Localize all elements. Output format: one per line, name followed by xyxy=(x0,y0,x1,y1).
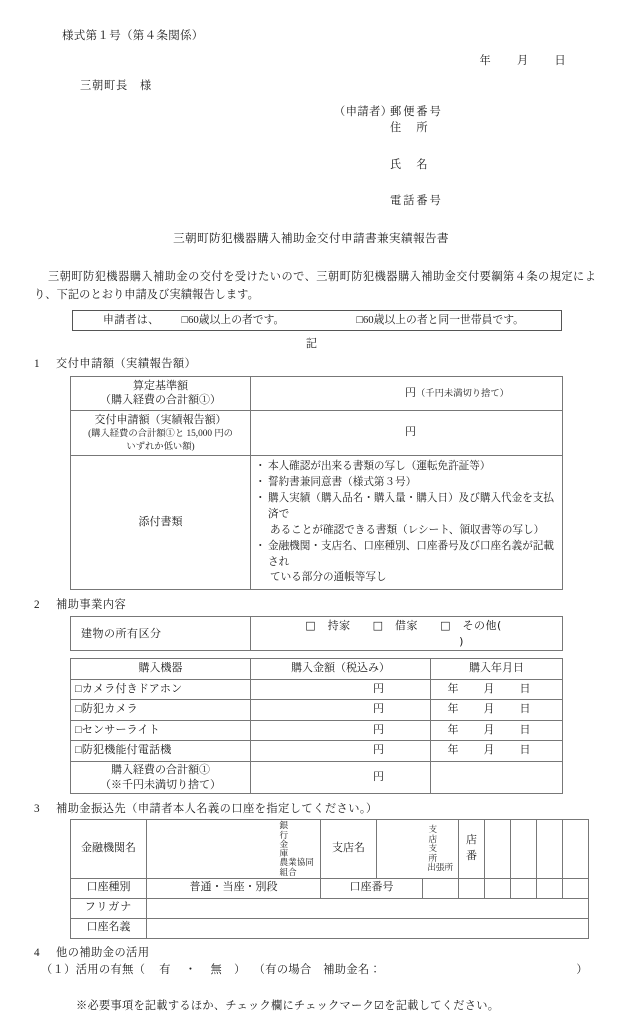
standard-amount-label-line2: （購入経費の合計額①） xyxy=(100,394,221,407)
institution-kind-cell[interactable] xyxy=(277,820,321,879)
account-number-digit-5[interactable] xyxy=(537,878,563,898)
account-number-digit-4[interactable] xyxy=(511,878,537,898)
account-type-label: 口座種別 xyxy=(71,878,147,898)
day-label: 日 xyxy=(519,703,531,716)
list-item xyxy=(257,539,558,587)
subsidy-usage-close-paren: ） xyxy=(234,964,246,977)
applicant-status-option-1[interactable]: □60歳以上の者です。 xyxy=(181,313,285,326)
table-row xyxy=(71,456,563,590)
day-label: 日 xyxy=(519,744,531,757)
applicant-status-option-2[interactable]: □60歳以上の者と同一世帯員です。 xyxy=(356,313,524,326)
section-4-heading xyxy=(34,945,596,961)
date-month-label: 月 xyxy=(517,54,529,67)
device-total-label xyxy=(71,761,251,793)
attachments-cell xyxy=(251,456,563,590)
attachments-label: 添付書類 xyxy=(71,456,251,590)
device-header-date: 購入年月日 xyxy=(431,659,563,680)
form-note: ※必要事項を記載するほか、チェック欄にチェックマーク☑を記載してください。 xyxy=(76,1000,500,1013)
account-name-input[interactable] xyxy=(147,918,589,938)
table-row xyxy=(71,700,563,721)
attachment-text: 金融機関・支店名、口座種別、口座番号及び口座名義が記載され xyxy=(268,540,555,568)
year-label: 年 xyxy=(447,703,459,716)
section-2-number: 2 xyxy=(34,599,41,612)
applicant-name-line xyxy=(334,157,596,173)
section-1-number: 1 xyxy=(34,358,41,371)
device-date-cell[interactable] xyxy=(431,700,563,721)
section-4-number: 4 xyxy=(34,946,41,959)
attachment-text: 購入実績（購入品名・購入量・購入日）及び購入代金を支払済で xyxy=(268,493,555,520)
table-row xyxy=(71,411,563,456)
institution-name-input[interactable] xyxy=(147,820,277,879)
device-total-amount-unit[interactable]: 円 xyxy=(251,761,431,793)
device-name-doorphone[interactable]: □カメラ付きドアホン xyxy=(71,679,251,700)
standard-amount-note: （千円未満切り捨て） xyxy=(416,388,509,399)
applicant-status-bar xyxy=(72,310,562,331)
attachment-text: 本人確認が出来る書類の写し（運転免許証等） xyxy=(268,461,491,473)
list-item xyxy=(257,491,558,539)
amount-table xyxy=(70,376,563,591)
postal-code-label: 郵便番号 xyxy=(390,106,443,119)
name-label: 氏 名 xyxy=(390,158,430,171)
table-row xyxy=(71,898,589,918)
month-label: 月 xyxy=(483,723,495,736)
section-2-title: 補助事業内容 xyxy=(56,599,127,612)
applicant-address-line xyxy=(334,120,596,136)
intro-line-2: り、下記のとおり申請及び実績報告します。 xyxy=(34,289,259,302)
device-date-cell[interactable] xyxy=(431,741,563,762)
section-3-title: 補助金振込先（申請者本人名義の口座を指定してください。） xyxy=(56,803,378,816)
account-number-digit-1[interactable] xyxy=(423,878,459,898)
device-name-securityphone[interactable]: □防犯機能付電話機 xyxy=(71,741,251,762)
device-header-device: 購入機器 xyxy=(71,659,251,680)
branch-kind-cell[interactable] xyxy=(423,820,459,879)
device-amount-unit[interactable]: 円 xyxy=(251,720,431,741)
day-label: 日 xyxy=(519,682,531,695)
year-label: 年 xyxy=(447,744,459,757)
institution-name-label: 金融機関名 xyxy=(71,820,147,879)
ownership-option-other[interactable]: □ その他( xyxy=(440,618,502,632)
applicant-postal-line xyxy=(334,104,596,120)
device-total-label-line1: 購入経費の合計額① xyxy=(111,763,210,776)
section-1-heading xyxy=(34,356,596,372)
ownership-options-cell xyxy=(251,616,563,651)
table-row xyxy=(71,616,563,651)
date-day-label: 日 xyxy=(554,54,566,67)
branch-name-input[interactable] xyxy=(377,820,423,879)
subsidy-name-label: （有の場合 補助金名： xyxy=(253,964,382,977)
branch-number-digit-4[interactable] xyxy=(563,820,589,879)
section-3-number: 3 xyxy=(34,803,41,816)
phone-label: 電話番号 xyxy=(390,194,443,207)
standard-amount-yen-unit: 円 xyxy=(405,386,416,399)
ki-marker: 記 xyxy=(305,338,319,351)
furigana-label: フリガナ xyxy=(71,898,147,918)
account-number-label: 口座番号 xyxy=(321,878,423,898)
institution-kind-bank: 銀 行 xyxy=(279,820,311,840)
institution-kind-shinkin: 金 庫 xyxy=(279,838,311,859)
device-name-sensorlight[interactable]: □センサーライト xyxy=(71,720,251,741)
account-number-digit-6[interactable] xyxy=(563,878,589,898)
date-year-label: 年 xyxy=(479,54,491,67)
ownership-option-owned[interactable]: □ 持家 xyxy=(305,618,351,632)
table-row xyxy=(71,679,563,700)
device-date-cell[interactable] xyxy=(431,720,563,741)
account-number-digit-2[interactable] xyxy=(459,878,485,898)
applicant-tag: （申請者） xyxy=(334,106,393,119)
section-1-title: 交付申請額（実績報告額） xyxy=(56,358,197,371)
branch-number-label: 店番 xyxy=(459,820,485,879)
ownership-option-rented[interactable]: □ 借家 xyxy=(372,618,419,632)
ownership-table xyxy=(70,616,563,652)
month-label: 月 xyxy=(483,744,495,757)
month-label: 月 xyxy=(483,682,495,695)
address-label: 住 所 xyxy=(390,122,430,135)
device-amount-unit[interactable]: 円 xyxy=(251,679,431,700)
subsidy-name-close-paren: ） xyxy=(576,964,588,977)
form-number: 様式第１号（第４条関係） xyxy=(62,30,204,42)
attachment-text: 誓約書兼同意書（様式第３号） xyxy=(268,477,417,489)
year-label: 年 xyxy=(447,682,459,695)
month-label: 月 xyxy=(483,703,495,716)
table-row xyxy=(71,878,589,898)
furigana-input[interactable] xyxy=(147,898,589,918)
subsidy-usage-yes[interactable]: 有 xyxy=(159,964,171,977)
grant-amount-yen-unit: 円 xyxy=(405,426,416,439)
ownership-other-close-paren: ) xyxy=(459,634,464,648)
device-total-blank-cell xyxy=(431,761,563,793)
applicant-phone-line xyxy=(334,193,596,209)
subsidy-usage-line xyxy=(34,962,596,978)
table-header-row xyxy=(71,659,563,680)
device-date-cell[interactable] xyxy=(431,679,563,700)
section-4-title: 他の補助金の活用 xyxy=(56,946,150,959)
ownership-label: 建物の所有区分 xyxy=(71,616,251,651)
grant-amount-label-line1: 交付申請額（実績報告額） xyxy=(94,414,227,427)
account-number-digit-3[interactable] xyxy=(485,878,511,898)
bank-account-table xyxy=(70,819,589,939)
list-item xyxy=(257,475,558,491)
device-name-securitycamera[interactable]: □防犯カメラ xyxy=(71,700,251,721)
grant-amount-value-cell[interactable] xyxy=(251,411,563,456)
standard-amount-label xyxy=(71,376,251,411)
intro-paragraph xyxy=(34,268,596,304)
branch-kind-branch: 支 店 xyxy=(428,824,452,844)
day-label: 日 xyxy=(519,723,531,736)
branch-number-digit-1[interactable] xyxy=(485,820,511,879)
addressee: 三朝町長 様 xyxy=(80,79,152,92)
branch-number-digit-3[interactable] xyxy=(537,820,563,879)
applicant-status-lead: 申請者は、 xyxy=(103,313,160,326)
year-label: 年 xyxy=(447,723,459,736)
list-item xyxy=(257,459,558,475)
branch-kind-subbranch: 出張所 xyxy=(427,862,454,873)
table-row xyxy=(71,376,563,411)
account-name-label: 口座名義 xyxy=(71,918,147,938)
page-title: 三朝町防犯機器購入補助金交付申請書兼実績報告書 xyxy=(173,232,449,246)
table-row xyxy=(71,741,563,762)
attachment-text-cont: あることが確認できる書類（レシート、領収書等の写し） xyxy=(270,524,545,536)
attachment-text-cont: ている部分の通帳等写し xyxy=(270,572,387,584)
branch-name-label: 支店名 xyxy=(321,820,377,879)
subsidy-usage-no[interactable]: 無 xyxy=(210,964,223,977)
device-amount-unit[interactable]: 円 xyxy=(251,741,431,762)
grant-amount-label-line3: いずれか低い額) xyxy=(126,441,195,452)
table-row-total xyxy=(71,761,563,793)
institution-kind-ja: 農業協同組合 xyxy=(279,857,314,877)
device-header-amount: 購入金額（税込み） xyxy=(251,659,431,680)
standard-amount-label-line1: 算定基準額 xyxy=(133,379,188,392)
subsidy-usage-label: （１）活用の有無（ xyxy=(41,964,146,977)
standard-amount-value-cell[interactable] xyxy=(251,376,563,411)
account-type-options[interactable]: 普通・当座・別段 xyxy=(147,878,321,898)
intro-line-1: 三朝町防犯機器購入補助金の交付を受けたいので、三朝町防犯機器購入補助金交付要綱第４条の規定によ xyxy=(48,270,596,283)
section-3-heading xyxy=(34,801,596,817)
table-row xyxy=(71,720,563,741)
subsidy-usage-separator: ・ xyxy=(184,964,197,977)
device-amount-unit[interactable]: 円 xyxy=(251,700,431,721)
grant-amount-label-line2: (購入経費の合計額①と 15,000 円の xyxy=(88,429,233,440)
device-total-label-line2: （※千円未満切り捨て） xyxy=(100,778,221,791)
grant-amount-label xyxy=(71,411,251,456)
applicant-info-block xyxy=(334,104,596,209)
branch-kind-office: 支 所 xyxy=(428,843,452,863)
branch-number-digit-2[interactable] xyxy=(511,820,537,879)
date-line xyxy=(34,53,596,69)
table-row xyxy=(71,918,589,938)
attachments-list xyxy=(255,458,558,587)
device-table xyxy=(70,658,563,794)
section-2-heading xyxy=(34,597,596,613)
